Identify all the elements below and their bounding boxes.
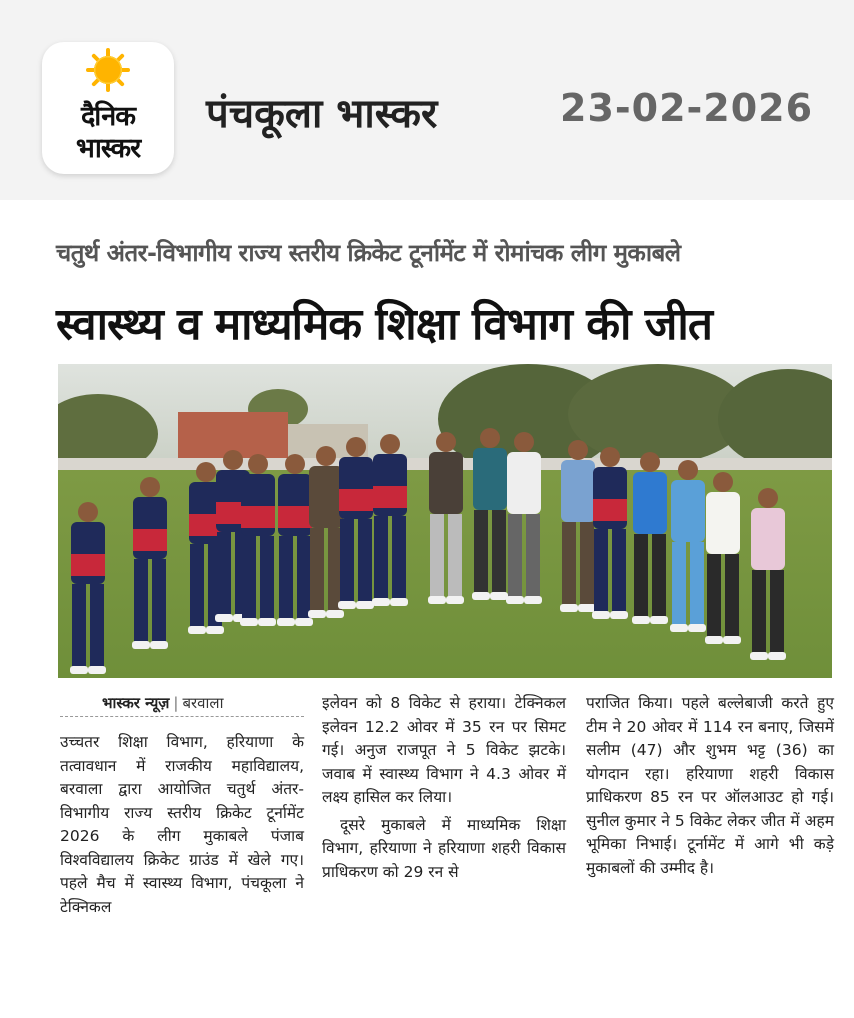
player-leg: [707, 554, 721, 638]
player-leg: [770, 570, 784, 654]
player-head: [346, 437, 366, 457]
player-shoe: [750, 652, 768, 660]
player-jersey-band: [241, 506, 275, 528]
player-jersey-band: [71, 554, 105, 576]
player-leg: [217, 532, 231, 616]
player-leg: [374, 516, 388, 600]
player-leg: [448, 514, 462, 598]
player-shoe: [688, 624, 706, 632]
player-head: [436, 432, 456, 452]
player-jersey-band: [751, 540, 785, 562]
column-2-paragraph-2: दूसरे मुकाबले में माध्यमिक शिक्षा विभाग, हरियाणा ने हरियाणा शहरी विकास प्राधिकरण को 29 रन से: [322, 815, 566, 881]
player-shoe: [578, 604, 596, 612]
player-shoe: [372, 598, 390, 606]
player-shoe: [206, 626, 224, 634]
byline: [60, 692, 304, 717]
player-leg: [634, 534, 648, 618]
article-headline: स्वास्थ्य व माध्यमिक शिक्षा विभाग की जीत: [56, 299, 712, 350]
player-shoe: [326, 610, 344, 618]
player-leg: [508, 514, 522, 598]
player-shoe: [524, 596, 542, 604]
player-jersey-band: [561, 492, 595, 514]
player-head: [758, 488, 778, 508]
player-head: [514, 432, 534, 452]
player-head: [713, 472, 733, 492]
player-shoe: [506, 596, 524, 604]
player-shoe: [768, 652, 786, 660]
player-shoe: [240, 618, 258, 626]
player-leg: [72, 584, 86, 668]
player-shoe: [277, 618, 295, 626]
player-head: [248, 454, 268, 474]
player-shoe: [632, 616, 650, 624]
player-shoe: [356, 601, 374, 609]
column-1-text: उच्चतर शिक्षा विभाग, हरियाणा के तत्वावधान में राजकीय महाविद्यालय, बरवाला द्वारा आयोजित चतुर्थ अंतर-विभागीय राज्य स्तरीय क्रिकेट टूर्नामेंट 2026 के लीग मुकाबले पंजाब विश्वविद्यालय क्रिकेट ग्राउंड में खेले गए। पहले मैच में स्वास्थ्य विभाग, पंचकूला ने टेक्निकल: [60, 733, 304, 916]
player-shoe: [592, 611, 610, 619]
logo-text-line2: भास्कर: [75, 133, 141, 164]
player-shoe: [132, 641, 150, 649]
player-shoe: [215, 614, 233, 622]
player-leg: [392, 516, 406, 600]
player-leg: [594, 529, 608, 613]
byline-separator: |: [173, 694, 179, 712]
byline-source: भास्कर न्यूज़: [102, 694, 170, 712]
player-shoe: [308, 610, 326, 618]
article-column-2: [322, 692, 566, 884]
player-head: [380, 434, 400, 454]
player-shoe: [472, 592, 490, 600]
player-leg: [725, 554, 739, 638]
player-head: [78, 502, 98, 522]
player-jersey-band: [339, 489, 373, 511]
player-shoe: [188, 626, 206, 634]
player-leg: [279, 536, 293, 620]
player-leg: [310, 528, 324, 612]
player-shoe: [705, 636, 723, 644]
player-jersey-band: [309, 498, 343, 520]
player-head: [285, 454, 305, 474]
player-head: [678, 460, 698, 480]
article-column-3: [586, 692, 834, 880]
byline-place: बरवाला: [182, 694, 224, 712]
article-column-1: [60, 692, 304, 919]
player-head: [316, 446, 336, 466]
sun-icon: [92, 54, 124, 86]
player-head: [140, 477, 160, 497]
player-leg: [328, 528, 342, 612]
player-leg: [297, 536, 311, 620]
player-leg: [260, 536, 274, 620]
player-jersey-band: [706, 524, 740, 546]
player-shoe: [150, 641, 168, 649]
player-jersey-band: [133, 529, 167, 551]
player-jersey-band: [633, 504, 667, 526]
column-2-paragraph-1: इलेवन को 8 विकेट से हराया। टेक्निकल इलेवन 12.2 ओवर में 35 रन पर सिमट गई। अनुज राजपूत ने 5 विकेट झटके। जवाब में स्वास्थ्य विभाग ने 4.3 ओवर में लक्ष्य हासिल कर लिया।: [322, 694, 566, 806]
player-leg: [430, 514, 444, 598]
player-shoe: [610, 611, 628, 619]
player-jersey-band: [593, 499, 627, 521]
logo-text-line1: दैनिक: [80, 101, 136, 132]
player-leg: [340, 519, 354, 603]
player-shoe: [560, 604, 578, 612]
player-leg: [652, 534, 666, 618]
player-shoe: [723, 636, 741, 644]
article-photo: [58, 364, 832, 678]
player-head: [480, 428, 500, 448]
player-shoe: [670, 624, 688, 632]
player-leg: [672, 542, 686, 626]
player-leg: [526, 514, 540, 598]
player-leg: [474, 510, 488, 594]
player-head: [223, 450, 243, 470]
player-leg: [134, 559, 148, 643]
player-leg: [580, 522, 594, 606]
player-shoe: [88, 666, 106, 674]
player-shoe: [258, 618, 276, 626]
player-leg: [612, 529, 626, 613]
player-leg: [562, 522, 576, 606]
player-shoe: [650, 616, 668, 624]
player-head: [568, 440, 588, 460]
app-logo[interactable]: [42, 42, 174, 174]
player-shoe: [446, 596, 464, 604]
player-leg: [492, 510, 506, 594]
article-kicker: चतुर्थ अंतर-विभागीय राज्य स्तरीय क्रिकेट टूर्नामेंट में रोमांचक लीग मुकाबले: [56, 239, 681, 267]
player-head: [600, 447, 620, 467]
player-jersey-band: [671, 512, 705, 534]
player-leg: [152, 559, 166, 643]
player-leg: [90, 584, 104, 668]
player-shoe: [70, 666, 88, 674]
player-leg: [358, 519, 372, 603]
player-shoe: [295, 618, 313, 626]
player-head: [640, 452, 660, 472]
player-jersey-band: [507, 484, 541, 506]
player-leg: [190, 544, 204, 628]
player-jersey-band: [278, 506, 312, 528]
player-shoe: [428, 596, 446, 604]
player-head: [196, 462, 216, 482]
player-leg: [752, 570, 766, 654]
player-jersey-band: [473, 480, 507, 502]
column-3-text: पराजित किया। पहले बल्लेबाजी करते हुए टीम ने 20 ओवर में 114 रन बनाए, जिसमें सलीम (47) और शुभम भट्ट (36) का योगदान रहा। हरियाणा शहरी विकास प्राधिकरण 85 रन पर ऑलआउट हो गई। सुनील कुमार ने 5 विकेट लेकर जीत में अहम भूमिका निभाई। टूर्नामेंट में आगे भी कड़े मुकाबलों की उम्मीद है।: [586, 694, 834, 877]
player-shoe: [338, 601, 356, 609]
player-jersey-band: [429, 484, 463, 506]
player-shoe: [390, 598, 408, 606]
player-leg: [242, 536, 256, 620]
player-leg: [690, 542, 704, 626]
edition-title: पंचकूला भास्कर: [206, 91, 438, 137]
masthead: [0, 0, 854, 200]
player-jersey-band: [373, 486, 407, 508]
player-shoe: [490, 592, 508, 600]
edition-date: 23-02-2026: [560, 86, 814, 130]
